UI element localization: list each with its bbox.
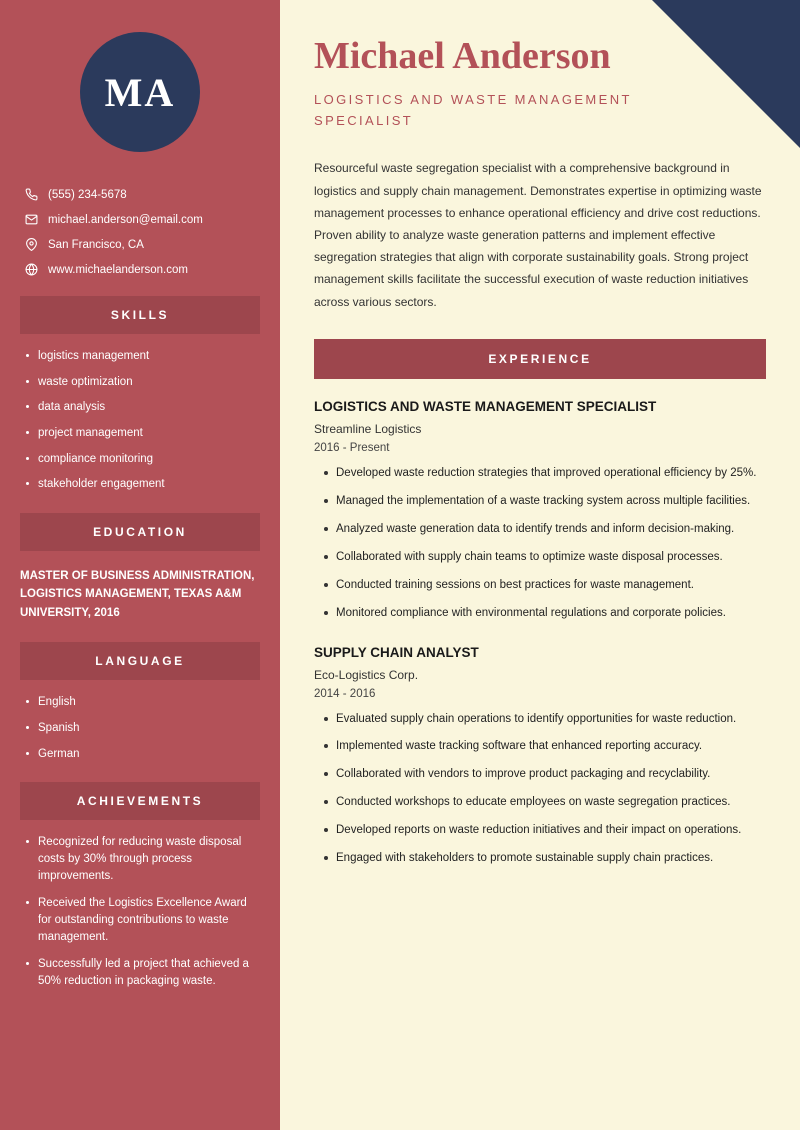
list-item: Evaluated supply chain operations to identify opportunities for waste reduction. — [336, 710, 766, 729]
page-title: Michael Anderson — [314, 35, 611, 77]
avatar: MA — [80, 32, 200, 152]
list-item: Engaged with stakeholders to promote sustainable supply chain practices. — [336, 849, 766, 868]
contact-website-text: www.michaelanderson.com — [48, 263, 188, 276]
contact-email-text: michael.anderson@email.com — [48, 213, 203, 226]
language-section-heading: LANGUAGE — [20, 642, 260, 680]
professional-title: LOGISTICS AND WASTE MANAGEMENT SPECIALIST — [314, 91, 632, 128]
globe-icon — [20, 263, 42, 276]
job-company: Streamline Logistics — [314, 421, 422, 436]
list-item: Collaborated with vendors to improve product packaging and recyclability. — [336, 765, 766, 784]
contact-phone-text: (555) 234-5678 — [48, 188, 127, 201]
list-item: project management — [38, 425, 260, 442]
list-item: logistics management — [38, 348, 260, 365]
contact-phone[interactable] — [20, 188, 280, 201]
list-item: stakeholder engagement — [38, 476, 260, 493]
sidebar — [0, 0, 280, 1130]
list-item: data analysis — [38, 399, 260, 416]
list-item: Monitored compliance with environmental regulations and corporate policies. — [336, 604, 766, 623]
envelope-icon — [20, 213, 42, 226]
avatar-container — [0, 0, 280, 152]
education-entry: MASTER OF BUSINESS ADMINISTRATION, LOGISTICS MANAGEMENT, TEXAS A&M UNIVERSITY, 2016 — [20, 570, 255, 619]
list-item: Collaborated with supply chain teams to optimize waste disposal processes. — [336, 548, 766, 567]
list-item: compliance monitoring — [38, 451, 260, 468]
job-role: SUPPLY CHAIN ANALYST — [314, 644, 479, 660]
list-item: waste optimization — [38, 374, 260, 391]
experience-section-heading: EXPERIENCE — [314, 339, 766, 379]
job-dates: 2016 - Present — [314, 441, 390, 454]
achievements-list — [0, 834, 280, 989]
list-item: Implemented waste tracking software that enhanced reporting accuracy. — [336, 737, 766, 756]
main-content — [280, 0, 800, 1130]
contact-list — [0, 188, 280, 276]
language-list — [0, 694, 280, 762]
professional-summary: Resourceful waste segregation specialist with a comprehensive background in logistics and supply chain management. Demonstrates expertise in optimizing waste management processes to enhance operational efficiency and drive cost reductions. Proven ability to analyze waste generation patterns and implement effective segregation strategies that align with corporate sustainability goals. Strong project management skills facilitate the successful execution of waste reduction initiatives across various sectors. — [314, 161, 762, 309]
job-company: Eco-Logistics Corp. — [314, 667, 419, 682]
list-item: Conducted workshops to educate employees on waste segregation practices. — [336, 793, 766, 812]
list-item: Received the Logistics Excellence Award for outstanding contributions to waste management. — [38, 895, 260, 945]
experience-entry-2 — [314, 645, 766, 869]
achievements-section-heading: ACHIEVEMENTS — [20, 782, 260, 820]
education-section-heading: EDUCATION — [20, 513, 260, 551]
list-item: Spanish — [38, 720, 260, 737]
list-item: Developed reports on waste reduction initiatives and their impact on operations. — [336, 821, 766, 840]
list-item: Analyzed waste generation data to identify trends and inform decision-making. — [336, 520, 766, 539]
list-item: English — [38, 694, 260, 711]
list-item: Recognized for reducing waste disposal costs by 30% through process improvements. — [38, 834, 260, 884]
list-item: Managed the implementation of a waste tracking system across multiple facilities. — [336, 492, 766, 511]
contact-location-text: San Francisco, CA — [48, 238, 144, 251]
job-role: LOGISTICS AND WASTE MANAGEMENT SPECIALIST — [314, 398, 657, 414]
skills-list — [0, 348, 280, 493]
job-dates: 2014 - 2016 — [314, 687, 376, 700]
location-pin-icon — [20, 238, 42, 251]
list-item: Developed waste reduction strategies that improved operational efficiency by 25%. — [336, 464, 766, 483]
contact-email[interactable] — [20, 213, 280, 226]
list-item: Successfully led a project that achieved a 50% reduction in packaging waste. — [38, 956, 260, 989]
contact-website[interactable] — [20, 263, 280, 276]
list-item: Conducted training sessions on best practices for waste management. — [336, 576, 766, 595]
skills-section-heading: SKILLS — [20, 296, 260, 334]
contact-location[interactable] — [20, 238, 280, 251]
job-bullets — [314, 464, 766, 623]
job-bullets — [314, 710, 766, 869]
list-item: German — [38, 746, 260, 763]
experience-entry-1 — [314, 399, 766, 623]
phone-icon — [20, 188, 42, 201]
